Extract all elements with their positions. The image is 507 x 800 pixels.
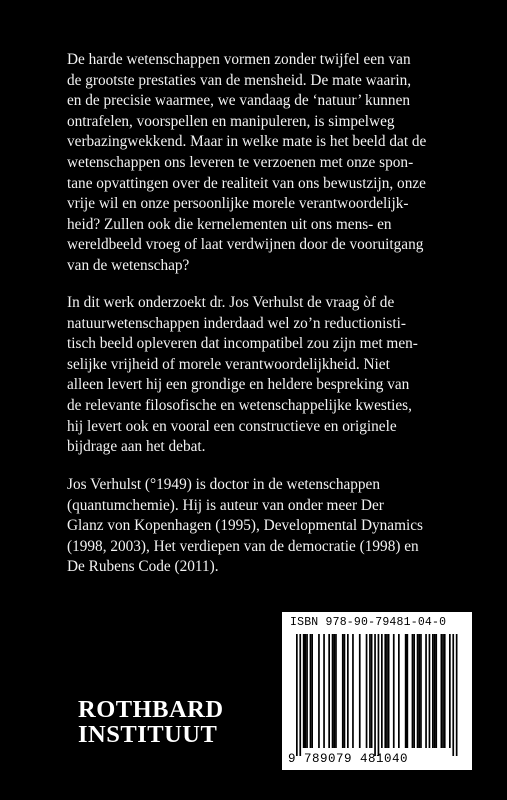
text-line: van de wetenschap? <box>67 256 190 274</box>
barcode-bar <box>398 634 400 748</box>
text-line: en de precisie waarmee, we vandaag de ‘natuur’ kunnen <box>67 92 411 110</box>
barcode-bar <box>420 634 422 748</box>
barcode-bar <box>393 634 395 748</box>
publisher-logo <box>78 697 238 747</box>
text-line: (quantumchemie). Hij is auteur van onder meer Der <box>67 496 384 514</box>
barcode-bar <box>429 634 431 748</box>
text-line: Jos Verhulst (°1949) is doctor in de wetenschappen <box>67 476 380 493</box>
barcode-bar <box>328 634 330 748</box>
barcode-bar <box>335 634 337 748</box>
text-line: natuurwetenschappen inderdaad wel zo’n reductionisti- <box>67 314 406 332</box>
barcode-bar <box>306 634 308 748</box>
text-line: ontrafelen, voorspellen en manipuleren, is simpelweg <box>67 112 395 130</box>
barcode-bar <box>449 634 451 748</box>
barcode-bar <box>378 634 380 756</box>
text-line: wereldbeeld vroeg of laat verdwijnen door de vooruitgang <box>67 236 424 254</box>
text-line: De harde wetenschappen vormen zonder twijfel een van <box>67 51 411 68</box>
publisher-name-line1: ROTHBARD <box>78 696 224 723</box>
text-line: tisch beeld opleveren dat incompatibel zou zijn met men- <box>67 335 418 353</box>
text-line: tane opvattingen over de realiteit van ons bewustzijn, onze <box>67 174 426 192</box>
text-line: bijdrage aan het debat. <box>67 438 206 456</box>
barcode-bar <box>318 634 320 748</box>
isbn-label: ISBN 978-90-79481-04-0 <box>290 616 447 629</box>
paragraph-author-bio <box>67 475 440 578</box>
barcode-bar <box>388 634 390 748</box>
isbn-barcode <box>282 612 472 770</box>
barcode-bar <box>369 634 371 748</box>
barcode-bar <box>407 634 409 748</box>
barcode-bar <box>374 634 376 756</box>
barcode-bar <box>384 634 386 748</box>
barcode-bar <box>405 634 407 748</box>
barcode-bar <box>412 634 414 748</box>
barcode-bar <box>299 634 301 756</box>
barcode-bar <box>352 634 354 748</box>
barcode-bar <box>305 634 307 748</box>
barcode-bar <box>432 634 434 748</box>
barcode-bar <box>311 634 313 748</box>
text-line: selijke vrijheid of morele verantwoordelijkheid. Niet <box>67 355 390 373</box>
text-line: hij levert ook en vooral een constructieve en originele <box>67 417 397 435</box>
barcode-bar <box>452 634 454 756</box>
barcode-bar <box>434 634 436 748</box>
text-line: De Rubens Code (2011). <box>67 558 219 576</box>
barcode-bar <box>444 634 446 748</box>
barcode-bar <box>323 634 325 748</box>
barcode-bar <box>425 634 427 748</box>
barcode-bar <box>332 634 334 748</box>
text-line: Glanz von Kopenhagen (1995), Developmental Dynamics <box>67 517 423 535</box>
barcode-bar <box>333 634 335 748</box>
barcode-bar <box>347 634 349 748</box>
barcode-bar <box>371 634 373 748</box>
paragraph-intro <box>67 50 440 277</box>
barcode-bar <box>303 634 305 748</box>
paragraph-summary <box>67 293 440 458</box>
barcode-bar <box>342 634 344 748</box>
text-line: heid? Zullen ook die kernelementen uit ons mens- en <box>67 215 392 233</box>
barcode-bar <box>386 634 388 748</box>
barcode-bar <box>296 634 298 756</box>
barcode-bar <box>417 634 419 748</box>
barcode-bar <box>310 634 312 748</box>
text-line: In dit werk onderzoekt dr. Jos Verhulst de vraag òf de <box>67 294 395 311</box>
barcode-bar <box>344 634 346 748</box>
text-line: (1998, 2003), Het verdiepen van de democratie (1998) en <box>67 537 419 555</box>
barcode-bar <box>442 634 444 748</box>
barcode-bar <box>359 634 361 748</box>
text-line: wetenschappen ons leveren te verzoenen met onze spon- <box>67 153 414 171</box>
barcode-bar <box>441 634 443 748</box>
barcode-bar <box>456 634 458 756</box>
text-line: de grootste prestaties van de mensheid. De mate waarin, <box>67 71 412 89</box>
text-line: verbazingwekkend. Maar in welke mate is het beeld dat de <box>67 133 427 151</box>
barcode-bar <box>366 634 368 748</box>
barcode-bars <box>282 612 472 770</box>
text-line: alleen levert hij een grondige en heldere bespreking van <box>67 376 410 394</box>
barcode-digits: 9 789079 481040 <box>288 752 409 766</box>
barcode-bar <box>418 634 420 748</box>
text-line: vrije wil en onze persoonlijke morele verantwoordelijk- <box>67 195 409 213</box>
barcode-bar <box>435 634 437 748</box>
publisher-name-line2: INSTITUUT <box>78 721 218 748</box>
barcode-bar <box>413 634 415 748</box>
text-line: de relevante filosofische en wetenschappelijke kwesties, <box>67 396 412 414</box>
barcode-bar <box>381 634 383 748</box>
